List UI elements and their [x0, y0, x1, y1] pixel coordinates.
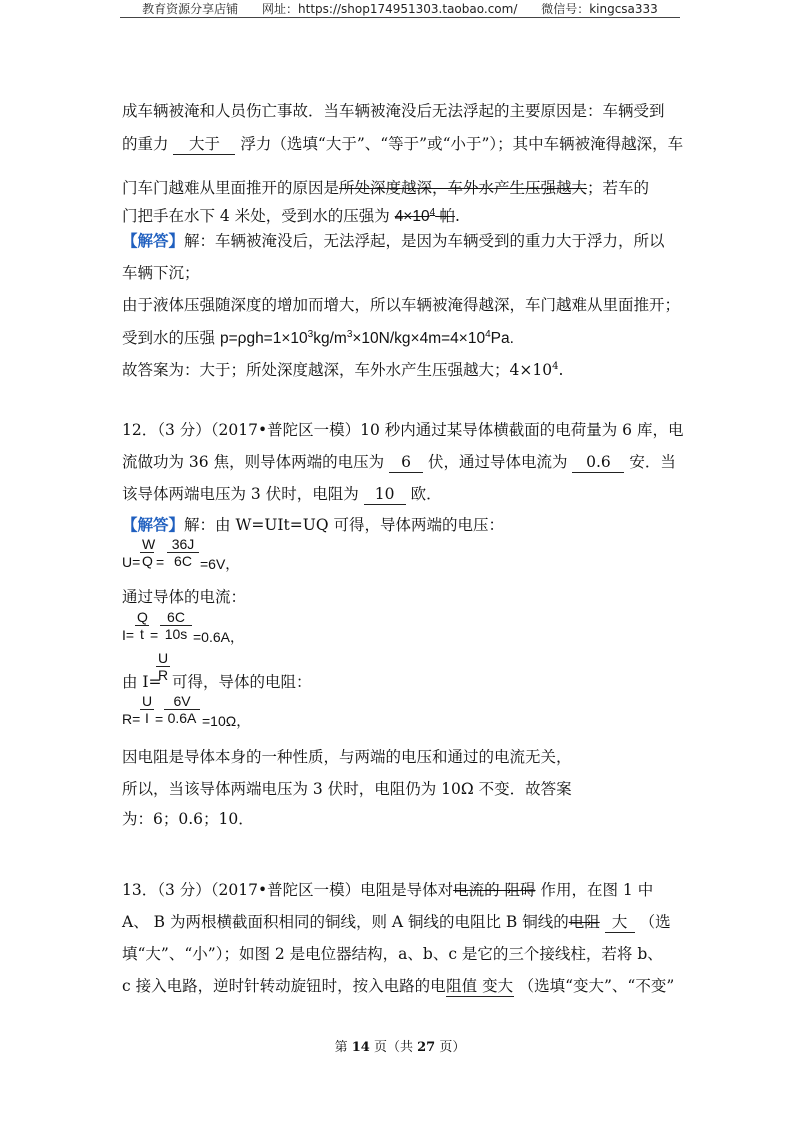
q12-solution-line-1: 【解答】解：由 W=UIt=UQ 可得，导体两端的电压： [122, 516, 504, 534]
q12-answer-2: 0.6 [572, 452, 624, 473]
fraction-w-over-q: $\frac{W}{Q}$ [142, 536, 156, 569]
fraction-u-over-r: $\frac{U}{R}$ [158, 650, 169, 683]
q12-line-3: 该导体两端电压为 3 伏时，电阻为 10 欧． [122, 485, 442, 503]
fraction-6c-over-10s: $\frac{6C}{10s}$ [160, 609, 192, 642]
q11-answer-1: 大于 [173, 134, 235, 155]
q11-answer-2: 所处深度越深，车外水产生压强越大 [339, 179, 588, 197]
solution-tag: 【解答】 [122, 232, 185, 250]
shop-url: 网址：https://shop174951303.taobao.com/ [262, 2, 518, 16]
total-pages: 27 [417, 1040, 436, 1055]
q13-line-3: 填“大”、“小”）；如图 2 是电位器结构，a、b、c 是它的三个接线柱，若将 b、 [122, 945, 663, 963]
q11-solution-line-5: 故答案为：大于；所处深度越深，车外水产生压强越大；$4\times 10^4$. [122, 361, 564, 379]
formula-ohm: 由 I= $\frac{U}{R}$ 可得，导体的电阻： [122, 650, 312, 691]
fraction-36j-over-6c: $\frac{36J}{6C}$ [167, 536, 199, 569]
q11-line-1: 成车辆被淹和人员伤亡事故．当车辆被淹没后无法浮起的主要原因是：车辆受到 [122, 102, 665, 120]
q12-answer-3: 10 [364, 484, 406, 505]
q12-answer-1: 6 [389, 452, 423, 473]
q11-line-2: 的重力 大于 浮力（选填“大于”、“等于”或“小于”）；其中车辆被淹得越深，车 [122, 135, 684, 153]
q12-solution-line-2: 通过导体的电流： [122, 588, 247, 606]
q13-line-1: 13．（3 分）（2017•普陀区一模）电阻是导体对电流的 阻碍 作用，在图 1 中 [122, 881, 654, 899]
page-number: 14 [351, 1040, 370, 1055]
q12-line-1: 12．（3 分）（2017•普陀区一模）10 秒内通过某导体横截面的电荷量为 6 库，电 [122, 421, 684, 439]
fraction-u-over-i: $\frac{U}{I}$ [142, 693, 153, 726]
shop-name: 教育资源分享店铺 [142, 2, 239, 16]
fraction-6v-over-06a: $\frac{6V}{0.6A}$ [164, 693, 200, 726]
q12-solution-line-3: 因电阻是导体本身的一种性质，与两端的电压和通过的电流无关， [122, 748, 572, 766]
formula-resistance: R= $\frac{U}{I}$ = $\frac{6V}{0.6A}$ =10Ω， [122, 693, 251, 729]
q13-line-4: c 接入电路，逆时针转动旋钮时，按入电路的电阻值 变大 （选填“变大”、“不变” [122, 977, 675, 995]
q13-line-2: A、 B 为两根横截面积相同的铜线，则 A 铜线的电阻比 B 铜线的电阻 大 （选 [122, 913, 671, 931]
formula-current: I= $\frac{Q}{t}$ = $\frac{6C}{10s}$ =0.6A， [122, 609, 244, 645]
q12-solution-line-4: 所以，当该导体两端电压为 3 伏时，电阻仍为 10Ω 不变．故答案 [122, 780, 572, 798]
header-divider [120, 17, 680, 18]
q11-answer-3: $4\times 10^4$ 帕 [394, 207, 455, 225]
page-footer: 第 14 页（共 27 页） [334, 1040, 466, 1055]
q12-line-2: 流做功为 36 焦，则导体两端的电压为 6 伏，通过导体电流为 0.6 安．当 [122, 453, 676, 471]
q11-solution-line-1: 【解答】解：车辆被淹没后，无法浮起，是因为车辆受到的重力大于浮力，所以 [122, 232, 665, 250]
solution-tag: 【解答】 [122, 516, 185, 534]
fraction-q-over-t: $\frac{Q}{t}$ [137, 609, 148, 642]
page-header [0, 0, 800, 18]
q13-answer-3: 阻值 变大 [446, 977, 514, 995]
q11-solution-line-3: 由于液体压强随深度的增加而增大，所以车辆被淹得越深，车门越难从里面推开； [122, 296, 681, 314]
q11-solution-line-2: 车辆下沉； [122, 264, 200, 282]
q13-answer-2: 大 [605, 912, 635, 933]
wechat-id: 微信号：kingcsa333 [541, 2, 658, 16]
q12-solution-line-5: 为：6；0.6；10． [122, 810, 254, 828]
q13-answer-1: 电流的 阻碍 [453, 881, 536, 899]
q11-line-4: 门把手在水下 4 米处，受到水的压强为 $4\times 10^4$ 帕. [122, 207, 460, 225]
formula-voltage: U= $\frac{W}{Q}$ = $\frac{36J}{6C}$ =6V， [122, 536, 240, 572]
q11-solution-line-4: 受到水的压强 $p=\rho gh=1\times 10^3kg/m^3\times 10N/kg\times 4m=4\times 10^4Pa$. [122, 329, 514, 347]
q11-line-3: 门车门越难从里面推开的原因是所处深度越深，车外水产生压强越大；若车的 [122, 179, 650, 197]
